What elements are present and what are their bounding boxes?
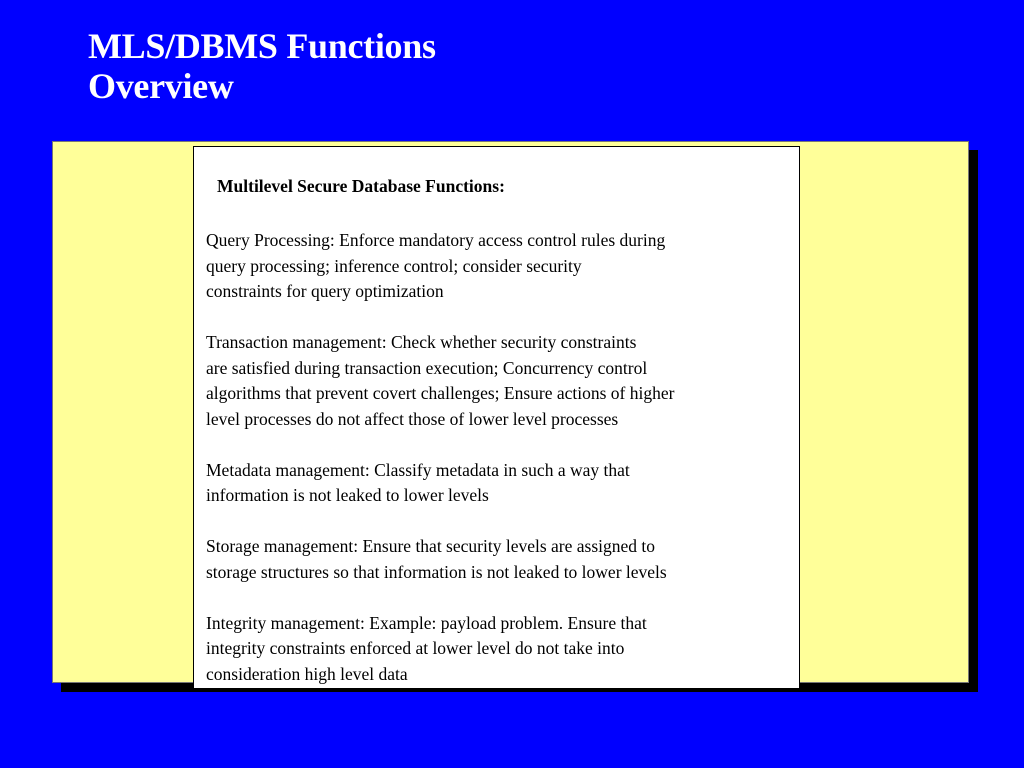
function-text-line: storage structures so that information is not leaked to lower levels (206, 561, 667, 582)
function-text-line: integrity constraints enforced at lower level do not take into (206, 638, 625, 658)
functions-heading: Multilevel Secure Database Functions: (217, 176, 505, 196)
function-integrity-management (206, 611, 796, 688)
function-text-line: consideration high level data (206, 663, 408, 684)
function-text-line: are satisfied during transaction execution; Concurrency control (206, 357, 648, 378)
function-text-line: Metadata management: Classify metadata in such a way that (206, 459, 630, 480)
slide-title-line: Overview (88, 66, 234, 106)
function-text-line: Transaction management: Check whether security constraints (206, 332, 637, 352)
function-text-line: constraints for query optimization (206, 281, 444, 301)
function-text-line: level processes do not affect those of lower level processes (206, 408, 619, 429)
function-metadata-management (206, 458, 796, 509)
function-storage-management (206, 534, 796, 585)
function-text-line: algorithms that prevent covert challenges; Ensure actions of higher (206, 383, 675, 403)
functions-text-box (193, 146, 800, 689)
function-transaction-management (206, 330, 796, 432)
function-text-line: Query Processing: Enforce mandatory access control rules during (206, 230, 666, 250)
slide-title (88, 26, 436, 106)
functions-list (206, 228, 796, 713)
function-query-processing (206, 228, 796, 305)
slide-title-line: MLS/DBMS Functions (88, 26, 436, 66)
function-text-line: Integrity management: Example: payload problem. Ensure that (206, 612, 647, 633)
function-text-line: Storage management: Ensure that security levels are assigned to (206, 536, 656, 556)
function-text-line: query processing; inference control; consider security (206, 255, 582, 276)
function-text-line: information is not leaked to lower levels (206, 485, 489, 505)
